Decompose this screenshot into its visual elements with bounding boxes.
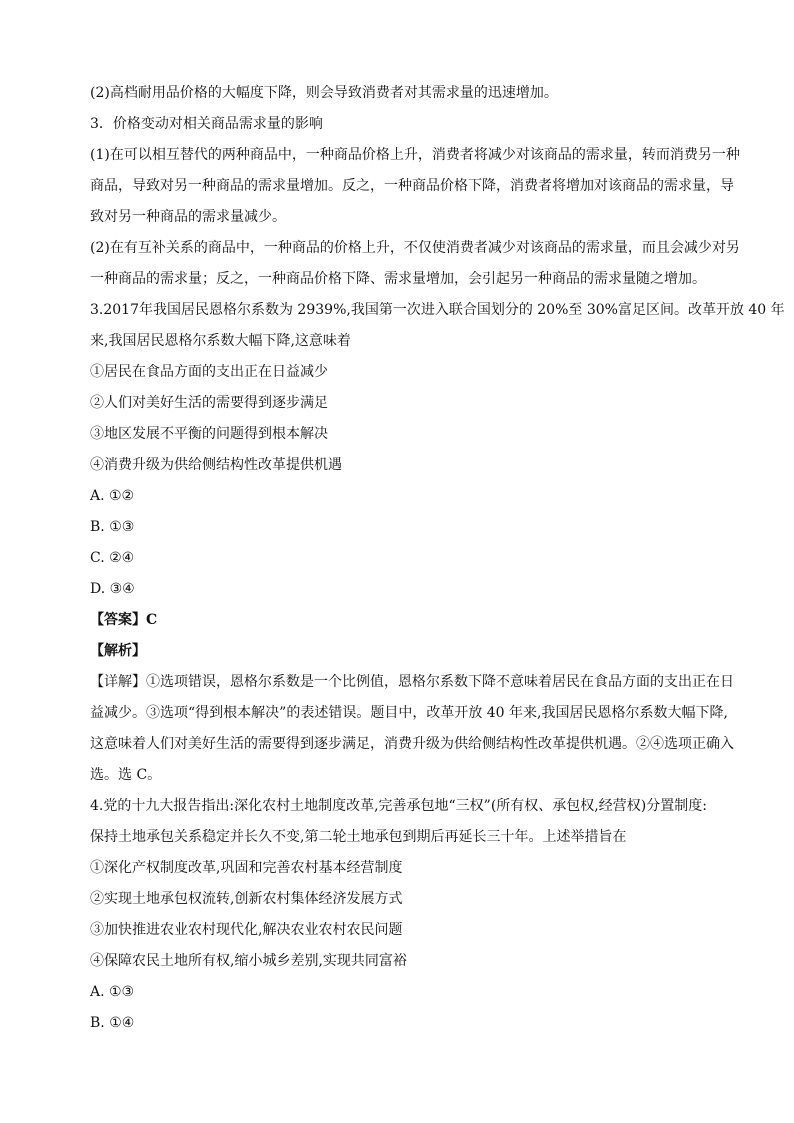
statement-item: ②实现土地承包权流转,创新农村集体经济发展方式 (90, 891, 403, 907)
text-line: 致对另一种商品的需求量减少。 (90, 209, 286, 225)
text-line: 商品，导致对另一种商品的需求量增加。反之，一种商品价格下降，消费者将增加对该商品的需求量，导 (90, 178, 734, 194)
analysis-text: 【详解】①选项错误，恩格尔系数是一个比例值，恩格尔系数下降不意味着居民在食品方面的支出正在日 (90, 674, 734, 690)
question-stem: 4.党的十九大报告指出:深化农村土地制度改革,完善承包地“三权”(所有权、承包权,经营权)分置制度: (90, 798, 707, 814)
question-stem: 3.2017年我国居民恩格尔系数为 2939%,我国第一次进入联合国划分的 20%至 30%富足区间。改革开放 40 年 (90, 302, 785, 318)
analysis-text: 选。选 C。 (90, 767, 162, 783)
statement-item: ①居民在食品方面的支出正在日益减少 (90, 364, 328, 380)
statement-item: ④保障农民土地所有权,缩小城乡差别,实现共同富裕 (90, 953, 407, 969)
question-stem: 保持土地承包关系稳定并长久不变,第二轮土地承包到期后再延长三十年。上述举措旨在 (90, 829, 627, 845)
answer-option: A. ①② (90, 488, 135, 504)
text-line: (2)在有互补关系的商品中，一种商品的价格上升，不仅使消费者减少对该商品的需求量，而且会减少对另 (90, 240, 740, 256)
answer-option: B. ①④ (90, 1015, 135, 1031)
answer-option: A. ①③ (90, 984, 135, 1000)
text-line: (2)高档耐用品价格的大幅度下降，则会导致消费者对其需求量的迅速增加。 (90, 85, 558, 101)
answer-option: D. ③④ (90, 581, 135, 597)
statement-item: ②人们对美好生活的需要得到逐步满足 (90, 395, 328, 411)
answer-label: 【答案】C (90, 612, 158, 628)
question-stem: 来,我国居民恩格尔系数大幅下降,这意味着 (90, 333, 351, 349)
analysis-text: 这意味着人们对美好生活的需要得到逐步满足，消费升级为供给侧结构性改革提供机遇。②④选项正确入 (90, 736, 734, 752)
answer-option: C. ②④ (90, 550, 135, 566)
statement-item: ③加快推进农业农村现代化,解决农业农村农民问题 (90, 922, 403, 938)
text-line: 一种商品的需求量；反之，一种商品价格下降、需求量增加，会引起另一种商品的需求量随之增加。 (90, 271, 706, 287)
answer-option: B. ①③ (90, 519, 135, 535)
statement-item: ①深化产权制度改革,巩固和完善农村基本经营制度 (90, 860, 403, 876)
analysis-label: 【解析】 (90, 643, 146, 659)
analysis-text: 益减少。③选项“得到根本解决”的表述错误。题目中，改革开放 40 年来,我国居民恩格尔系数大幅下降, (90, 705, 728, 721)
statement-item: ③地区发展不平衡的问题得到根本解决 (90, 426, 328, 442)
statement-item: ④消费升级为供给侧结构性改革提供机遇 (90, 457, 342, 473)
section-heading: 3．价格变动对相关商品需求量的影响 (90, 116, 323, 132)
text-line: (1)在可以相互替代的两种商品中，一种商品价格上升，消费者将减少对该商品的需求量，转而消费另一种 (90, 147, 740, 163)
